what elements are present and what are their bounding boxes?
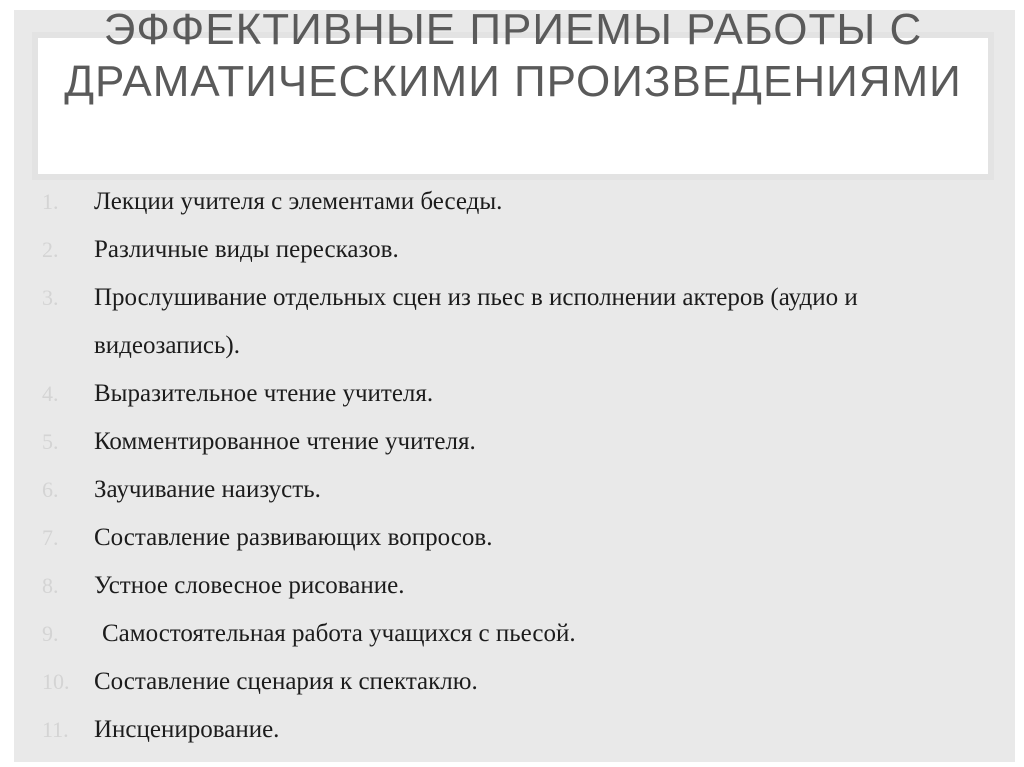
list-item <box>42 706 1002 754</box>
slide-title: ЭФФЕКТИВНЫЕ ПРИЕМЫ РАБОТЫ С ДРАМАТИЧЕСКИМИ ПРОИЗВЕДЕНИЯМИ <box>64 10 962 106</box>
list-item-text: Лекции учителя с элементами беседы. <box>94 188 503 215</box>
list-item <box>42 178 1002 226</box>
list-item-text: Составление развивающих вопросов. <box>94 524 493 551</box>
list-item <box>42 514 1002 562</box>
list-item-text: Комментированное чтение учителя. <box>94 428 476 455</box>
list-item-number: 7. <box>42 525 59 550</box>
slide <box>14 10 1015 762</box>
list-item-number: 11. <box>42 717 69 742</box>
list-item <box>42 226 1002 274</box>
list-item <box>42 658 1002 706</box>
list-item-number: 1. <box>42 189 59 214</box>
list-item-number: 3. <box>42 285 59 310</box>
list-item <box>42 274 1002 370</box>
list-item <box>42 418 1002 466</box>
list-item-number: 5. <box>42 429 59 454</box>
list-item-number: 10. <box>42 669 70 694</box>
list-item-text: Самостоятельная работа учащихся с пьесой. <box>102 620 576 647</box>
list-item-text: Составление сценария к спектаклю. <box>94 668 478 695</box>
list-item-text: Инсценирование. <box>94 716 280 743</box>
list-item-text: Выразительное чтение учителя. <box>94 380 434 407</box>
title-box <box>32 10 994 180</box>
list-item-number: 4. <box>42 381 59 406</box>
list-item-text: Прослушивание отдельных сцен из пьес в исполнении актеров (аудио и видеозапись). <box>94 284 858 359</box>
list-item-number: 2. <box>42 237 59 262</box>
list-item-text: Различные виды пересказов. <box>94 236 399 263</box>
list-item <box>42 370 1002 418</box>
list-item-number: 9. <box>42 621 59 646</box>
list-item-text: Устное словесное рисование. <box>94 572 405 599</box>
list-item <box>42 610 1002 658</box>
techniques-list <box>42 178 1002 754</box>
list-item <box>42 562 1002 610</box>
list-item-number: 6. <box>42 477 59 502</box>
list-item-number: 8. <box>42 573 59 598</box>
list-item-text: Заучивание наизусть. <box>94 476 321 503</box>
list-item <box>42 466 1002 514</box>
